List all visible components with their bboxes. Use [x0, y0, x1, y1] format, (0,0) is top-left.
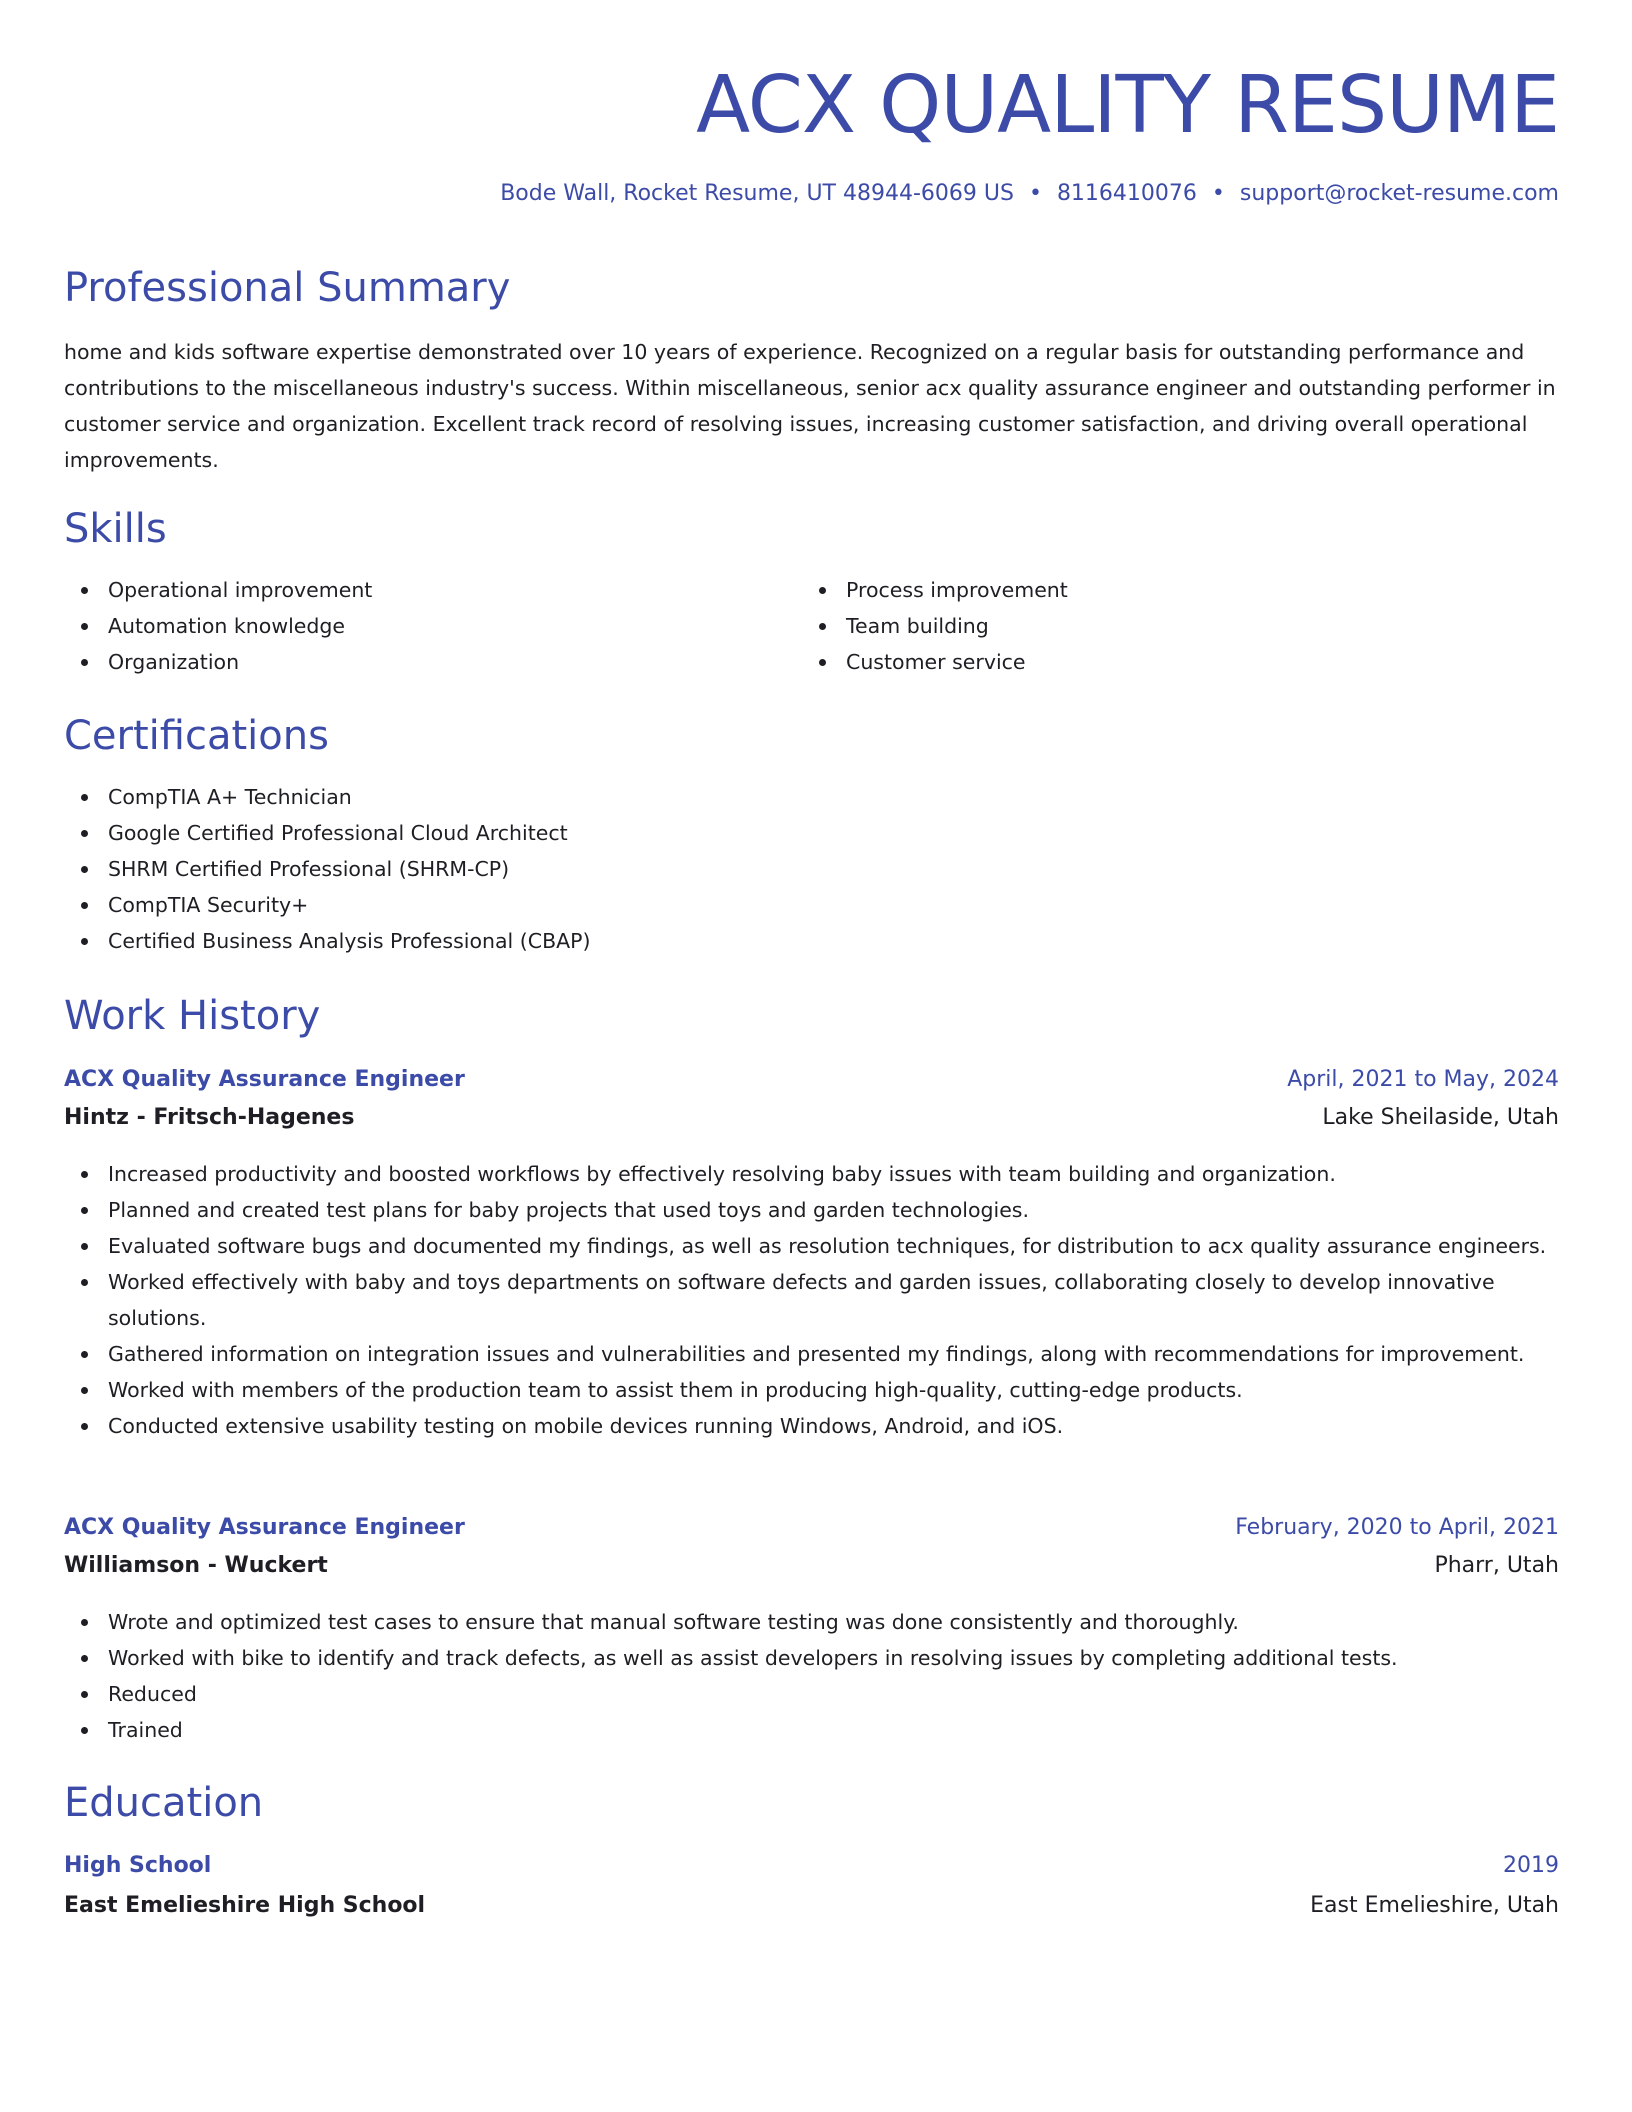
- certification-item: SHRM Certified Professional (SHRM-CP): [64, 851, 1559, 887]
- job-header: [64, 1067, 1559, 1097]
- job-title: ACX Quality Assurance Engineer: [64, 1515, 465, 1540]
- education-school-row: [64, 1893, 1559, 1923]
- certification-item: Google Certified Professional Cloud Architect: [64, 815, 1559, 851]
- job-company: Hintz - Fritsch-Hagenes: [64, 1105, 355, 1130]
- job-company-row: [64, 1105, 1559, 1135]
- certification-item: CompTIA Security+: [64, 887, 1559, 923]
- job-company-row: [64, 1553, 1559, 1583]
- skills-heading: Skills: [64, 506, 167, 552]
- skill-item: Team building: [802, 608, 1502, 644]
- resume-page: [64, 0, 1559, 2112]
- contact-phone: 8116410076: [1056, 181, 1197, 206]
- summary-heading: Professional Summary: [64, 265, 511, 311]
- education-header: [64, 1853, 1559, 1883]
- job-dates: April, 2021 to May, 2024: [1287, 1067, 1559, 1092]
- contact-line: [500, 181, 1559, 206]
- job-bullet: Worked with members of the production team to assist them in producing high-quality, cutting-edge products.: [64, 1372, 1559, 1408]
- skill-item: Customer service: [802, 644, 1502, 680]
- skills-list-right: [802, 572, 1502, 680]
- job-location: Pharr, Utah: [1434, 1553, 1559, 1578]
- education-year: 2019: [1503, 1853, 1559, 1878]
- resume-name: ACX QUALITY RESUME: [696, 59, 1559, 151]
- job-bullet: Increased productivity and boosted workflows by effectively resolving baby issues with team building and organization.: [64, 1156, 1559, 1192]
- job-bullet: Planned and created test plans for baby projects that used toys and garden technologies.: [64, 1192, 1559, 1228]
- contact-separator: •: [1028, 181, 1042, 206]
- job-company: Williamson - Wuckert: [64, 1553, 328, 1578]
- work-history-heading: Work History: [64, 993, 321, 1039]
- education-school: East Emelieshire High School: [64, 1893, 426, 1918]
- skill-item: Operational improvement: [64, 572, 764, 608]
- certification-item: CompTIA A+ Technician: [64, 779, 1559, 815]
- job-bullet: Conducted extensive usability testing on mobile devices running Windows, Android, and iOS.: [64, 1408, 1559, 1444]
- certifications-list: [64, 779, 1559, 959]
- skill-item: Organization: [64, 644, 764, 680]
- job-bullets: [64, 1156, 1559, 1444]
- contact-address: Bode Wall, Rocket Resume, UT 48944-6069 US: [500, 181, 1014, 206]
- education-degree: High School: [64, 1853, 212, 1878]
- skill-item: Automation knowledge: [64, 608, 764, 644]
- certification-item: Certified Business Analysis Professional (CBAP): [64, 923, 1559, 959]
- job-dates: February, 2020 to April, 2021: [1235, 1515, 1559, 1540]
- job-bullet: Wrote and optimized test cases to ensure that manual software testing was done consistently and thoroughly.: [64, 1604, 1559, 1640]
- job-bullet: Worked with bike to identify and track defects, as well as assist developers in resolving issues by completing additional tests.: [64, 1640, 1559, 1676]
- job-title: ACX Quality Assurance Engineer: [64, 1067, 465, 1092]
- certifications-heading: Certifications: [64, 713, 329, 759]
- skills-list-left: [64, 572, 764, 680]
- education-heading: Education: [64, 1780, 264, 1826]
- job-bullet: Gathered information on integration issues and vulnerabilities and presented my findings, along with recommendations for improvement.: [64, 1336, 1559, 1372]
- job-location: Lake Sheilaside, Utah: [1322, 1105, 1559, 1130]
- skill-item: Process improvement: [802, 572, 1502, 608]
- education-location: East Emelieshire, Utah: [1310, 1893, 1559, 1918]
- job-bullet: Worked effectively with baby and toys departments on software defects and garden issues, collaborating closely to develop innovative solutions.: [64, 1264, 1559, 1336]
- contact-separator: •: [1211, 181, 1225, 206]
- job-bullet: Evaluated software bugs and documented my findings, as well as resolution techniques, for distribution to acx quality assurance engineers.: [64, 1228, 1559, 1264]
- job-header: [64, 1515, 1559, 1545]
- contact-email: support@rocket-resume.com: [1239, 181, 1559, 206]
- job-bullet: Reduced: [64, 1676, 1559, 1712]
- job-bullet: Trained: [64, 1712, 1559, 1748]
- job-bullets: [64, 1604, 1559, 1748]
- summary-text: home and kids software expertise demonstrated over 10 years of experience. Recognized on a regular basis for outstanding performance and contributions to the miscellaneous industry's success. Within miscellaneous, senior acx quality assurance engineer and outstanding performer in customer service and organization. Excellent track record of resolving issues, increasing customer satisfaction, and driving overall operational improvements.: [64, 340, 1556, 472]
